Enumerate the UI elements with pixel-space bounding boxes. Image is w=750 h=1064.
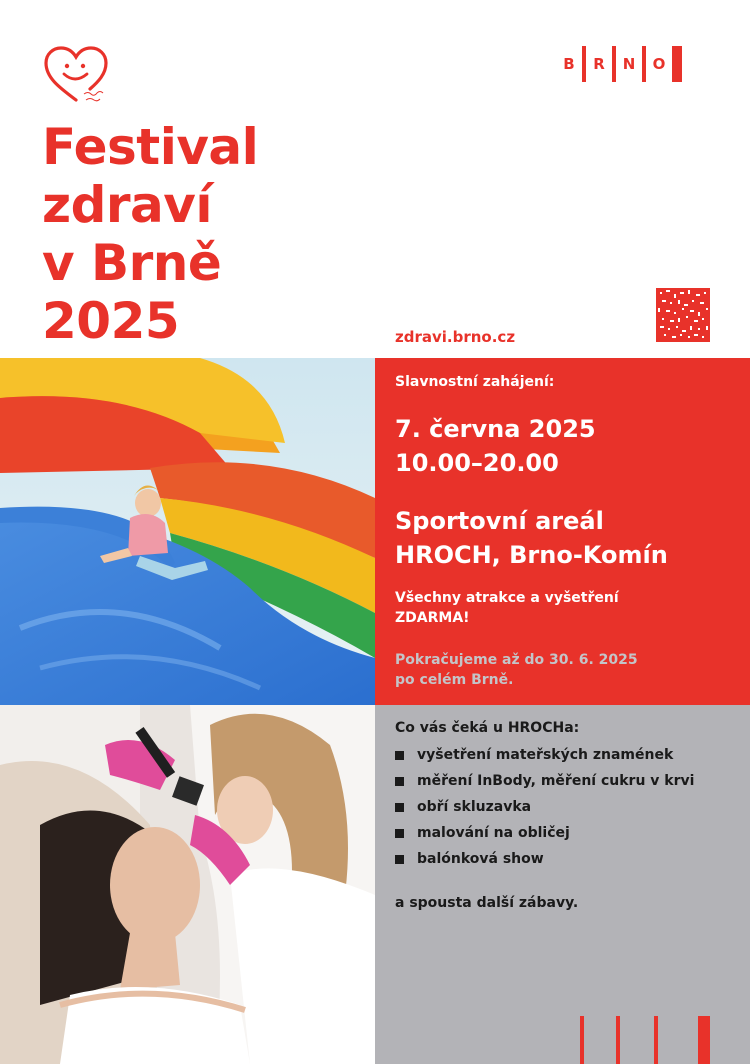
list-item: [395, 849, 715, 869]
photo-inflatable-slide: [0, 358, 375, 705]
bullet-square-icon: [395, 751, 404, 760]
bullet-square-icon: [395, 803, 404, 812]
brno-letter: R: [593, 55, 605, 73]
brno-letter: B: [563, 55, 575, 73]
program-more: a spousta další zábavy.: [395, 895, 579, 911]
continue-line: Pokračujeme až do 30. 6. 2025: [395, 652, 638, 668]
program-list: [395, 745, 715, 875]
brno-logo: [556, 46, 682, 82]
list-item: [395, 823, 715, 843]
venue-line: HROCH, Brno-Komín: [395, 541, 668, 569]
program-panel: [375, 705, 750, 1064]
photo-dermatology-exam: [0, 705, 375, 1064]
free-line: Všechny atrakce a vyšetření: [395, 590, 619, 606]
continuation-notice: [395, 650, 638, 690]
heart-logo: [40, 44, 112, 104]
bullet-square-icon: [395, 829, 404, 838]
title-line: zdraví: [42, 176, 213, 234]
continue-line: po celém Brně.: [395, 672, 514, 688]
brno-letter: N: [622, 55, 636, 73]
free-line: ZDARMA!: [395, 610, 470, 626]
event-date-time: [395, 412, 596, 480]
list-item-label: balónková show: [417, 851, 544, 867]
list-item: [395, 797, 715, 817]
qr-code[interactable]: [656, 288, 710, 342]
title-line: v Brně: [42, 234, 222, 292]
list-item-label: obří skluzavka: [417, 799, 532, 815]
event-time: 10.00–20.00: [395, 449, 559, 477]
list-item-label: vyšetření mateřských znamének: [417, 747, 674, 763]
bullet-square-icon: [395, 777, 404, 786]
event-date: 7. června 2025: [395, 415, 596, 443]
bullet-square-icon: [395, 855, 404, 864]
list-item-label: měření InBody, měření cukru v krvi: [417, 773, 695, 789]
decor-bar: [698, 1016, 710, 1064]
event-venue: [395, 504, 668, 572]
festival-title: [42, 118, 258, 350]
list-item: [395, 745, 715, 765]
opening-label: Slavnostní zahájení:: [395, 374, 555, 390]
program-title: Co vás čeká u HROCHa:: [395, 720, 580, 736]
title-line: 2025: [42, 292, 180, 350]
title-line: Festival: [42, 118, 259, 176]
brno-letter: O: [652, 55, 666, 73]
free-notice: [395, 588, 695, 628]
decor-bar: [654, 1016, 658, 1064]
decor-bar: [580, 1016, 584, 1064]
list-item-label: malování na obličej: [417, 825, 570, 841]
list-item: [395, 771, 715, 791]
event-info-panel: [375, 358, 750, 705]
brno-bar: [672, 46, 682, 82]
brno-bars-decoration: [580, 1016, 710, 1064]
venue-line: Sportovní areál: [395, 507, 604, 535]
website-url[interactable]: zdravi.brno.cz: [395, 328, 516, 346]
decor-bar: [616, 1016, 620, 1064]
